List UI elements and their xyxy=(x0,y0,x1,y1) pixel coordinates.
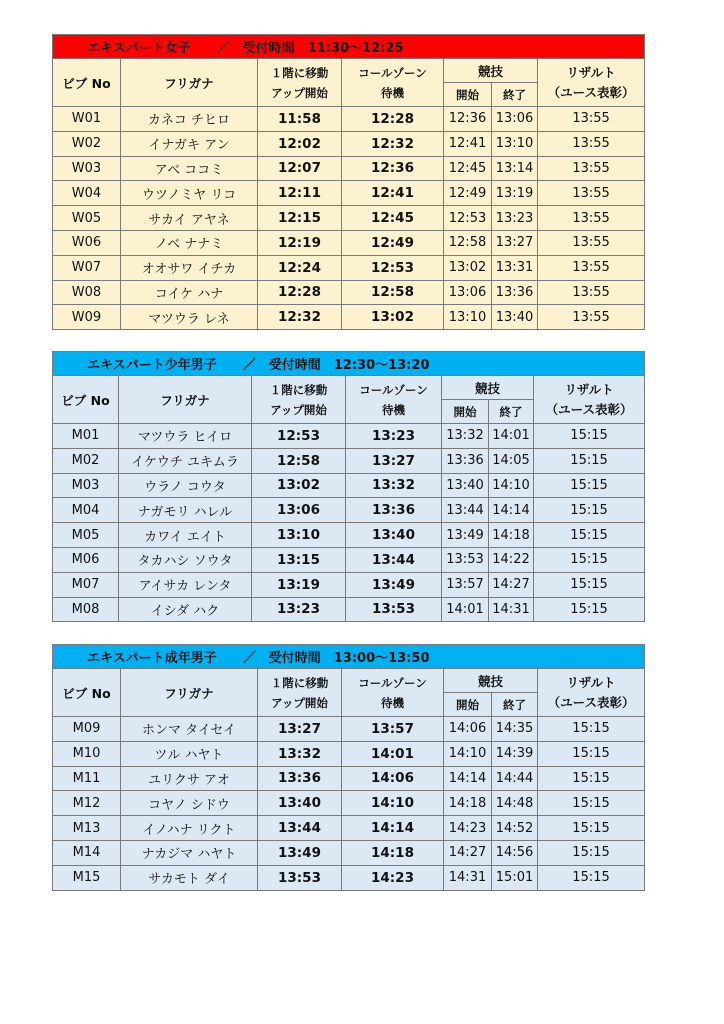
warmup-time-cell: 12:19 xyxy=(258,230,342,255)
furigana-cell: ナカジマ ハヤト xyxy=(121,840,258,865)
result-header xyxy=(538,669,645,717)
callzone-header-line2: 待機 xyxy=(381,85,404,100)
start-time-cell: 14:27 xyxy=(444,840,492,865)
result-header-label: リザルト xyxy=(564,381,614,397)
end-time-cell: 14:44 xyxy=(492,766,538,791)
result-time-cell: 15:15 xyxy=(538,791,645,816)
end-time-cell: 13:27 xyxy=(492,230,538,255)
bib-cell: W04 xyxy=(53,181,121,206)
result-time-cell: 15:15 xyxy=(538,840,645,865)
result-header xyxy=(534,376,645,424)
bib-cell: M10 xyxy=(53,741,121,766)
table-body xyxy=(53,107,645,330)
competition-header: 競技 xyxy=(444,669,538,693)
start-time-cell: 13:10 xyxy=(444,305,492,330)
result-header-note: （ユース表彰） xyxy=(547,84,635,100)
table-row xyxy=(53,156,645,181)
end-time-cell: 13:36 xyxy=(492,280,538,305)
callzone-time-cell: 12:53 xyxy=(342,255,444,280)
result-time-cell: 13:55 xyxy=(538,230,645,255)
start-time-cell: 12:36 xyxy=(444,107,492,132)
furigana-header: フリガナ xyxy=(121,59,258,107)
result-time-cell: 13:55 xyxy=(538,107,645,132)
table-row xyxy=(53,305,645,330)
table-row xyxy=(53,717,645,742)
end-time-cell: 13:40 xyxy=(492,305,538,330)
start-header: 開始 xyxy=(444,693,492,717)
bib-cell: W07 xyxy=(53,255,121,280)
result-header-label: リザルト xyxy=(566,64,616,80)
result-time-cell: 13:55 xyxy=(538,181,645,206)
table-row xyxy=(53,181,645,206)
section-title: エキスパート女子 ／ 受付時間 11:30～12:25 xyxy=(53,35,645,59)
callzone-header-line2: 待機 xyxy=(382,402,405,417)
callzone-header-line1: コールゾーン xyxy=(358,65,427,80)
warmup-time-cell: 13:06 xyxy=(252,498,346,523)
competition-header: 競技 xyxy=(442,376,534,400)
warmup-time-cell: 12:28 xyxy=(258,280,342,305)
section-title: エキスパート少年男子 ／ 受付時間 12:30～13:20 xyxy=(53,352,645,376)
warmup-header-line2: アップ開始 xyxy=(270,402,327,417)
warmup-header-line1: １階に移動 xyxy=(270,65,329,80)
table-row xyxy=(53,816,645,841)
table-row xyxy=(53,498,645,523)
result-time-cell: 13:55 xyxy=(538,131,645,156)
start-time-cell: 14:01 xyxy=(442,597,489,622)
end-time-cell: 14:27 xyxy=(489,572,534,597)
end-time-cell: 14:22 xyxy=(489,547,534,572)
furigana-cell: ユリクサ アオ xyxy=(121,766,258,791)
warmup-time-cell: 13:49 xyxy=(258,840,342,865)
table-row xyxy=(53,523,645,548)
bib-cell: M01 xyxy=(53,424,119,449)
furigana-cell: カワイ エイト xyxy=(119,523,252,548)
bib-cell: M03 xyxy=(53,473,119,498)
furigana-cell: カネコ チヒロ xyxy=(121,107,258,132)
callzone-time-cell: 13:49 xyxy=(346,572,442,597)
warmup-time-cell: 12:24 xyxy=(258,255,342,280)
end-header: 終了 xyxy=(492,83,538,107)
bib-cell: M05 xyxy=(53,523,119,548)
result-time-cell: 13:55 xyxy=(538,206,645,231)
furigana-cell: ノベ ナナミ xyxy=(121,230,258,255)
callzone-header xyxy=(346,376,442,424)
callzone-time-cell: 13:32 xyxy=(346,473,442,498)
result-header-note: （ユース表彰） xyxy=(545,401,633,417)
callzone-time-cell: 12:36 xyxy=(342,156,444,181)
warmup-time-cell: 13:53 xyxy=(258,865,342,890)
bib-cell: M02 xyxy=(53,448,119,473)
callzone-header xyxy=(342,59,444,107)
furigana-cell: オオサワ イチカ xyxy=(121,255,258,280)
furigana-cell: マツウラ ヒイロ xyxy=(119,424,252,449)
end-time-cell: 14:52 xyxy=(492,816,538,841)
start-time-cell: 12:58 xyxy=(444,230,492,255)
end-time-cell: 14:18 xyxy=(489,523,534,548)
warmup-time-cell: 13:02 xyxy=(252,473,346,498)
callzone-time-cell: 14:10 xyxy=(342,791,444,816)
furigana-cell: イナガキ アン xyxy=(121,131,258,156)
table-row xyxy=(53,840,645,865)
bib-cell: M07 xyxy=(53,572,119,597)
warmup-header xyxy=(252,376,346,424)
furigana-cell: アベ ココミ xyxy=(121,156,258,181)
warmup-header-line1: １階に移動 xyxy=(269,382,328,397)
warmup-header-line2: アップ開始 xyxy=(271,695,328,710)
callzone-time-cell: 12:41 xyxy=(342,181,444,206)
table-row xyxy=(53,280,645,305)
warmup-time-cell: 12:11 xyxy=(258,181,342,206)
start-time-cell: 14:23 xyxy=(444,816,492,841)
callzone-time-cell: 14:14 xyxy=(342,816,444,841)
furigana-cell: ツル ハヤト xyxy=(121,741,258,766)
callzone-time-cell: 12:32 xyxy=(342,131,444,156)
furigana-cell: イシダ ハク xyxy=(119,597,252,622)
start-time-cell: 13:53 xyxy=(442,547,489,572)
start-header: 開始 xyxy=(442,400,489,424)
warmup-time-cell: 13:15 xyxy=(252,547,346,572)
bib-cell: M11 xyxy=(53,766,121,791)
end-time-cell: 14:56 xyxy=(492,840,538,865)
end-time-cell: 13:10 xyxy=(492,131,538,156)
table-row xyxy=(53,865,645,890)
result-header-label: リザルト xyxy=(566,674,616,690)
bib-cell: W06 xyxy=(53,230,121,255)
furigana-cell: タカハシ ソウタ xyxy=(119,547,252,572)
furigana-cell: ホンマ タイセイ xyxy=(121,717,258,742)
warmup-header-line1: １階に移動 xyxy=(270,675,329,690)
end-time-cell: 13:31 xyxy=(492,255,538,280)
result-header xyxy=(538,59,645,107)
end-time-cell: 13:23 xyxy=(492,206,538,231)
start-time-cell: 14:06 xyxy=(444,717,492,742)
end-time-cell: 14:10 xyxy=(489,473,534,498)
furigana-cell: ウラノ コウタ xyxy=(119,473,252,498)
result-time-cell: 13:55 xyxy=(538,280,645,305)
end-header: 終了 xyxy=(492,693,538,717)
table-row xyxy=(53,597,645,622)
furigana-cell: マツウラ レネ xyxy=(121,305,258,330)
result-time-cell: 15:15 xyxy=(534,448,645,473)
table-row xyxy=(53,206,645,231)
callzone-time-cell: 13:36 xyxy=(346,498,442,523)
bib-cell: M09 xyxy=(53,717,121,742)
start-time-cell: 14:10 xyxy=(444,741,492,766)
furigana-cell: サカモト ダイ xyxy=(121,865,258,890)
bib-cell: W05 xyxy=(53,206,121,231)
end-time-cell: 13:06 xyxy=(492,107,538,132)
bib-cell: M13 xyxy=(53,816,121,841)
table-row xyxy=(53,741,645,766)
table-row xyxy=(53,448,645,473)
result-time-cell: 15:15 xyxy=(538,766,645,791)
schedule-table-women xyxy=(52,34,645,330)
callzone-header xyxy=(342,669,444,717)
warmup-time-cell: 11:58 xyxy=(258,107,342,132)
start-time-cell: 13:36 xyxy=(442,448,489,473)
table-row xyxy=(53,424,645,449)
end-time-cell: 14:01 xyxy=(489,424,534,449)
bib-cell: M04 xyxy=(53,498,119,523)
furigana-cell: サカイ アヤネ xyxy=(121,206,258,231)
furigana-header: フリガナ xyxy=(119,376,252,424)
end-time-cell: 15:01 xyxy=(492,865,538,890)
furigana-cell: イケウチ ユキムラ xyxy=(119,448,252,473)
table-row xyxy=(53,230,645,255)
table-row xyxy=(53,107,645,132)
result-time-cell: 15:15 xyxy=(534,572,645,597)
result-time-cell: 15:15 xyxy=(538,816,645,841)
furigana-cell: イノハナ リクト xyxy=(121,816,258,841)
bib-header: ビブ No xyxy=(53,669,121,717)
start-time-cell: 12:53 xyxy=(444,206,492,231)
callzone-time-cell: 14:01 xyxy=(342,741,444,766)
end-time-cell: 14:31 xyxy=(489,597,534,622)
warmup-time-cell: 13:44 xyxy=(258,816,342,841)
result-time-cell: 15:15 xyxy=(538,865,645,890)
table-row xyxy=(53,791,645,816)
result-time-cell: 13:55 xyxy=(538,255,645,280)
callzone-time-cell: 13:27 xyxy=(346,448,442,473)
callzone-time-cell: 12:45 xyxy=(342,206,444,231)
warmup-time-cell: 13:40 xyxy=(258,791,342,816)
section-title: エキスパート成年男子 ／ 受付時間 13:00～13:50 xyxy=(53,645,645,669)
warmup-time-cell: 12:07 xyxy=(258,156,342,181)
start-time-cell: 12:45 xyxy=(444,156,492,181)
table-body xyxy=(53,717,645,891)
warmup-time-cell: 12:02 xyxy=(258,131,342,156)
end-time-cell: 13:19 xyxy=(492,181,538,206)
start-time-cell: 13:40 xyxy=(442,473,489,498)
start-time-cell: 13:44 xyxy=(442,498,489,523)
bib-cell: M06 xyxy=(53,547,119,572)
callzone-time-cell: 12:28 xyxy=(342,107,444,132)
start-time-cell: 12:49 xyxy=(444,181,492,206)
start-time-cell: 12:41 xyxy=(444,131,492,156)
schedule-table-adult-men xyxy=(52,644,645,891)
end-time-cell: 14:39 xyxy=(492,741,538,766)
end-time-cell: 14:35 xyxy=(492,717,538,742)
table-row xyxy=(53,131,645,156)
bib-cell: M15 xyxy=(53,865,121,890)
warmup-time-cell: 13:32 xyxy=(258,741,342,766)
warmup-time-cell: 12:15 xyxy=(258,206,342,231)
end-time-cell: 14:05 xyxy=(489,448,534,473)
result-time-cell: 15:15 xyxy=(538,717,645,742)
start-time-cell: 13:49 xyxy=(442,523,489,548)
result-time-cell: 13:55 xyxy=(538,156,645,181)
table-row xyxy=(53,766,645,791)
furigana-cell: ウツノミヤ リコ xyxy=(121,181,258,206)
callzone-time-cell: 13:44 xyxy=(346,547,442,572)
furigana-cell: コヤノ シドウ xyxy=(121,791,258,816)
start-time-cell: 14:18 xyxy=(444,791,492,816)
callzone-header-line1: コールゾーン xyxy=(358,675,427,690)
warmup-header-line2: アップ開始 xyxy=(271,85,328,100)
furigana-cell: アイサカ レンタ xyxy=(119,572,252,597)
result-time-cell: 15:15 xyxy=(534,424,645,449)
bib-cell: W02 xyxy=(53,131,121,156)
start-time-cell: 13:02 xyxy=(444,255,492,280)
callzone-time-cell: 13:40 xyxy=(346,523,442,548)
warmup-time-cell: 13:36 xyxy=(258,766,342,791)
end-time-cell: 14:48 xyxy=(492,791,538,816)
warmup-time-cell: 12:32 xyxy=(258,305,342,330)
warmup-time-cell: 12:53 xyxy=(252,424,346,449)
end-time-cell: 13:14 xyxy=(492,156,538,181)
furigana-header: フリガナ xyxy=(121,669,258,717)
bib-cell: M14 xyxy=(53,840,121,865)
furigana-cell: コイケ ハナ xyxy=(121,280,258,305)
warmup-header xyxy=(258,59,342,107)
warmup-time-cell: 13:23 xyxy=(252,597,346,622)
result-time-cell: 15:15 xyxy=(534,473,645,498)
warmup-header xyxy=(258,669,342,717)
callzone-header-line1: コールゾーン xyxy=(359,382,428,397)
start-time-cell: 14:14 xyxy=(444,766,492,791)
warmup-time-cell: 12:58 xyxy=(252,448,346,473)
bib-header: ビブ No xyxy=(53,59,121,107)
result-header-note: （ユース表彰） xyxy=(547,694,635,710)
start-time-cell: 13:57 xyxy=(442,572,489,597)
bib-cell: M08 xyxy=(53,597,119,622)
start-time-cell: 13:06 xyxy=(444,280,492,305)
result-time-cell: 15:15 xyxy=(534,547,645,572)
bib-header: ビブ No xyxy=(53,376,119,424)
bib-cell: W01 xyxy=(53,107,121,132)
end-header: 終了 xyxy=(489,400,534,424)
callzone-time-cell: 13:57 xyxy=(342,717,444,742)
result-time-cell: 15:15 xyxy=(538,741,645,766)
callzone-time-cell: 14:23 xyxy=(342,865,444,890)
start-time-cell: 13:32 xyxy=(442,424,489,449)
schedule-table-youth-men xyxy=(52,351,645,622)
bib-cell: W03 xyxy=(53,156,121,181)
result-time-cell: 15:15 xyxy=(534,597,645,622)
result-time-cell: 13:55 xyxy=(538,305,645,330)
bib-cell: M12 xyxy=(53,791,121,816)
warmup-time-cell: 13:19 xyxy=(252,572,346,597)
table-row xyxy=(53,473,645,498)
table-row xyxy=(53,255,645,280)
table-row xyxy=(53,547,645,572)
bib-cell: W08 xyxy=(53,280,121,305)
callzone-time-cell: 12:58 xyxy=(342,280,444,305)
callzone-time-cell: 13:02 xyxy=(342,305,444,330)
warmup-time-cell: 13:27 xyxy=(258,717,342,742)
callzone-header-line2: 待機 xyxy=(381,695,404,710)
callzone-time-cell: 14:06 xyxy=(342,766,444,791)
table-body xyxy=(53,424,645,622)
result-time-cell: 15:15 xyxy=(534,523,645,548)
callzone-time-cell: 12:49 xyxy=(342,230,444,255)
table-row xyxy=(53,572,645,597)
callzone-time-cell: 13:53 xyxy=(346,597,442,622)
result-time-cell: 15:15 xyxy=(534,498,645,523)
start-header: 開始 xyxy=(444,83,492,107)
callzone-time-cell: 13:23 xyxy=(346,424,442,449)
competition-header: 競技 xyxy=(444,59,538,83)
furigana-cell: ナガモリ ハレル xyxy=(119,498,252,523)
end-time-cell: 14:14 xyxy=(489,498,534,523)
callzone-time-cell: 14:18 xyxy=(342,840,444,865)
warmup-time-cell: 13:10 xyxy=(252,523,346,548)
bib-cell: W09 xyxy=(53,305,121,330)
start-time-cell: 14:31 xyxy=(444,865,492,890)
